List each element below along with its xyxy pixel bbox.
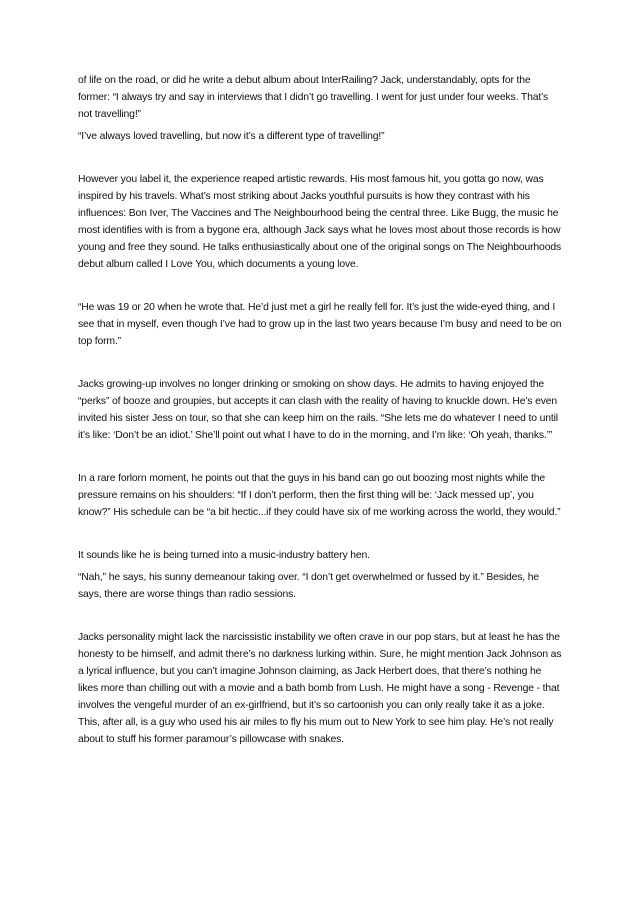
paragraph-travel-answer: of life on the road, or did he write a debut album about InterRailing? Jack, understandably, opts for the former: “I always try and say in interviews that I didn’t go travelling. I went for just under four weeks. That’s not travelling!” [78,75,549,120]
paragraph-influences: However you label it, the experience reaped artistic rewards. His most famous hit, you gotta go now, was inspired by his travels. What’s most striking about Jacks youthful pursuits is how they contrast with his influences: Bon Iver, The Vaccines and The Neighbourhood being the central three. Like Bugg, the music he most identifies with is from a bygone era, although Jack says what he loves most about those records is how young and free they sound. He talks enthusiastically about one of the original songs on The Neighbourhoods debut album called I Love You, which documents a young love. [78,174,561,270]
paragraph-pressure: In a rare forlorn moment, he points out that the guys in his band can go out boozing most nights while the pressure remains on his shoulders: “If I don’t perform, then the first thing will be: ‘Jack messed up’, you know?” His schedule can be “a bit hectic...if they could have six of me working across the world, they would.” [78,473,561,518]
paragraph-wide-eyed-quote: “He was 19 or 20 when he wrote that. He’d just met a girl he really fell for. It’s just the wide-eyed thing, and I see that in myself, even though I’ve had to grow up in the last two years because I’m busy and need to be on top form.” [78,302,562,347]
document-page [78,72,562,748]
paragraph-growing-up: Jacks growing-up involves no longer drinking or smoking on show days. He admits to having enjoyed the “perks” of booze and groupies, but accepts it can clash with the reality of having to knuckle down. He’s even invited his sister Jess on tour, so that she can keep him on the rails. “She lets me do whatever I need to until it’s like: ‘Don’t be an idiot.’ She’ll point out what I have to do in the morning, and I’m like: ‘Oh yeah, thanks.’” [78,379,558,441]
paragraph-nah-quote: “Nah,” he says, his sunny demeanour taking over. “I don’t get overwhelmed or fussed by it.” Besides, he says, there are worse things than radio sessions. [78,572,540,600]
paragraph-personality: Jacks personality might lack the narcissistic instability we often crave in our pop stars, but at least he has the honesty to be himself, and admit there’s no darkness lurking within. Sure, he might mention Jack Johnson as a lyrical influence, but you can’t imagine Johnson claiming, as Jack Herbert does, that there’s nothing he likes more than chilling out with a movie and a bath bomb from Lush. He might have a song - Revenge - that involves the vengeful murder of an ex-girlfriend, but it’s so cartoonish you can only really take it as a joke. This, after all, is a guy who used his air miles to fly his mum out to New York to see him play. He’s not really about to stuff his former paramour’s pillowcase with snakes. [78,632,562,745]
paragraph-travel-quote: “I’ve always loved travelling, but now it’s a different type of travelling!” [78,131,385,142]
paragraph-battery-hen: It sounds like he is being turned into a music-industry battery hen. [78,550,370,561]
